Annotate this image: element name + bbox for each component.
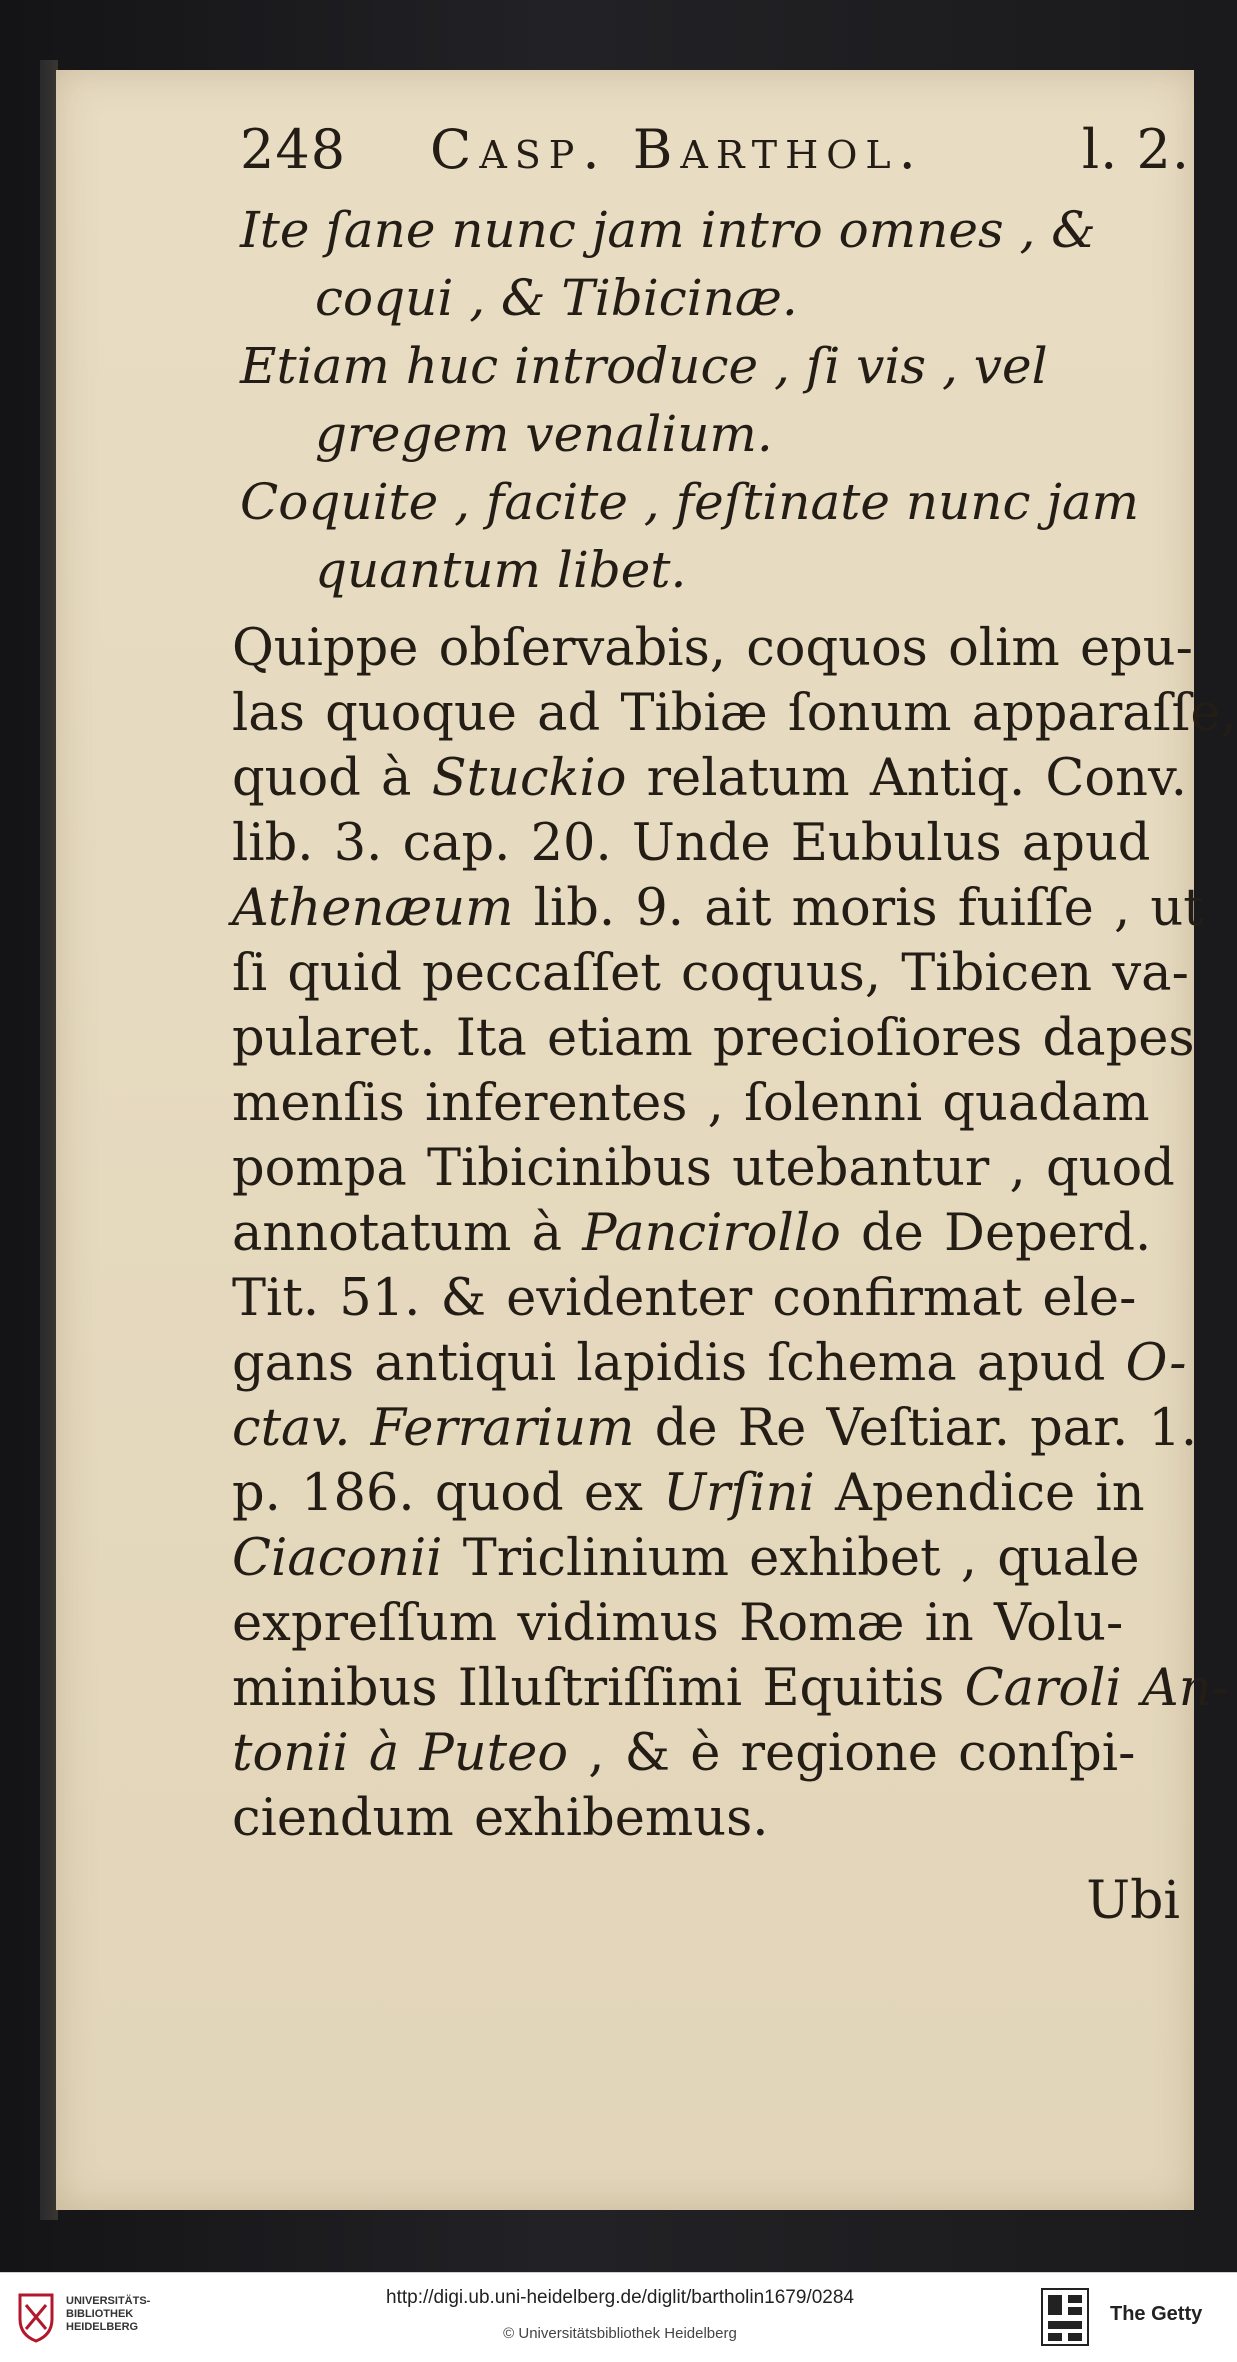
italic-citation: Urſini [663, 1464, 815, 1523]
italic-citation: Athenæum [232, 879, 514, 938]
prose-line [232, 1006, 1195, 1071]
prose-line [232, 1591, 1190, 1656]
prose-text: de Re Veſtiar. par. 1. [634, 1399, 1198, 1458]
prose-text: Quippe obſervabis, coquos olim epu- [232, 619, 1193, 678]
catchword: Ubi [1086, 1871, 1180, 1931]
prose-line [232, 941, 1190, 1006]
prose-line [232, 1201, 1190, 1266]
verse-line: coqui , & Tibicinæ. [315, 269, 798, 327]
italic-citation: tonii à Puteo [232, 1724, 569, 1783]
italic-citation: Ciaconii [232, 1529, 443, 1588]
library-name-line: BIBLIOTHEK [66, 2308, 134, 2320]
prose-line [232, 1526, 1190, 1591]
running-title: Casp. Barthol. [430, 118, 924, 181]
prose-text: menſis inferentes , ſolenni quadam [232, 1074, 1150, 1133]
prose-text: pompa Tibicinibus utebantur , quod [232, 1139, 1175, 1198]
prose-text: , & è regione conſpi- [568, 1724, 1136, 1783]
prose-text: relatum Antiq. Conv. [626, 749, 1187, 808]
verse-line: Ite ſane nunc jam intro omnes , & [240, 201, 1096, 259]
running-head [240, 118, 1190, 196]
prose-text: minibus Illuſtriſſimi Equitis [232, 1659, 965, 1718]
prose-line [232, 876, 1204, 941]
prose-line [232, 1786, 1190, 1851]
prose-line [232, 1266, 1190, 1331]
heidelberg-seal-icon [14, 2291, 58, 2343]
prose-text: Triclinium exhibet , quale [442, 1529, 1140, 1588]
italic-citation: Stuckio [431, 749, 627, 808]
italic-citation: Caroli An- [964, 1659, 1229, 1718]
prose-text: p. 186. quod ex [232, 1464, 664, 1523]
library-name-line: HEIDELBERG [66, 2321, 139, 2333]
prose-text: Apendice in [814, 1464, 1145, 1523]
page-number: 248 [240, 118, 347, 181]
prose-text: annotatum à [232, 1204, 583, 1263]
prose-text: quod à [232, 749, 432, 808]
prose-line [232, 681, 1237, 746]
prose-text: lib. 3. cap. 20. Unde Eubulus apud [232, 814, 1151, 873]
prose-paragraph [232, 616, 1237, 1851]
italic-citation: ctav. Ferrarium [232, 1399, 635, 1458]
prose-text: ciendum exhibemus. [232, 1789, 769, 1848]
footer-bar [0, 2272, 1237, 2362]
verse-line: Coquite , facite , feſtinate nunc jam [240, 473, 1140, 531]
verse-line: gregem venalium. [315, 405, 773, 463]
prose-text: las quoque ad Tibiæ ſonum apparaſſe, [232, 684, 1237, 743]
prose-line [232, 1136, 1190, 1201]
library-name-line: UNIVERSITÄTS- [66, 2295, 151, 2307]
getty-logo-icon[interactable] [1040, 2287, 1090, 2347]
prose-text: gans antiqui lapidis ſchema apud [232, 1334, 1126, 1393]
library-name [66, 2295, 150, 2334]
prose-line [232, 1656, 1229, 1721]
prose-line [232, 1396, 1198, 1461]
partner-name: The Getty [1110, 2303, 1203, 2325]
prose-text: expreſſum vidimus Romæ in Volu- [232, 1594, 1124, 1653]
prose-line [232, 1071, 1190, 1136]
copyright-notice: © Universitätsbibliothek Heidelberg [503, 2325, 737, 2342]
prose-text: ſi quid peccaſſet coquus, Tibicen va- [232, 944, 1189, 1003]
permalink-url[interactable]: http://digi.ub.uni-heidelberg.de/diglit/bartholin1679/0284 [386, 2287, 854, 2308]
prose-line [232, 811, 1190, 876]
book-number: l. 2. [1081, 118, 1190, 181]
prose-text: de Deperd. [840, 1204, 1152, 1263]
prose-line [232, 1461, 1190, 1526]
prose-text: lib. 9. ait moris fuiſſe , ut [513, 879, 1204, 938]
verse-line: quantum libet. [315, 541, 687, 599]
verse-line: Etiam huc introduce , ſi vis , vel [240, 337, 1048, 395]
verse-quotation [240, 196, 1190, 604]
page-text [232, 118, 1237, 1941]
prose-line [232, 1331, 1190, 1396]
prose-line [232, 616, 1193, 681]
italic-citation: O- [1125, 1334, 1187, 1393]
italic-citation: Pancirollo [582, 1204, 841, 1263]
library-logo[interactable] [14, 2289, 164, 2349]
prose-text: pularet. Ita etiam precioſiores dapes [232, 1009, 1195, 1068]
prose-text: Tit. 51. & evidenter confirmat ele- [232, 1269, 1137, 1328]
prose-line [232, 1721, 1190, 1786]
prose-line [232, 746, 1190, 811]
